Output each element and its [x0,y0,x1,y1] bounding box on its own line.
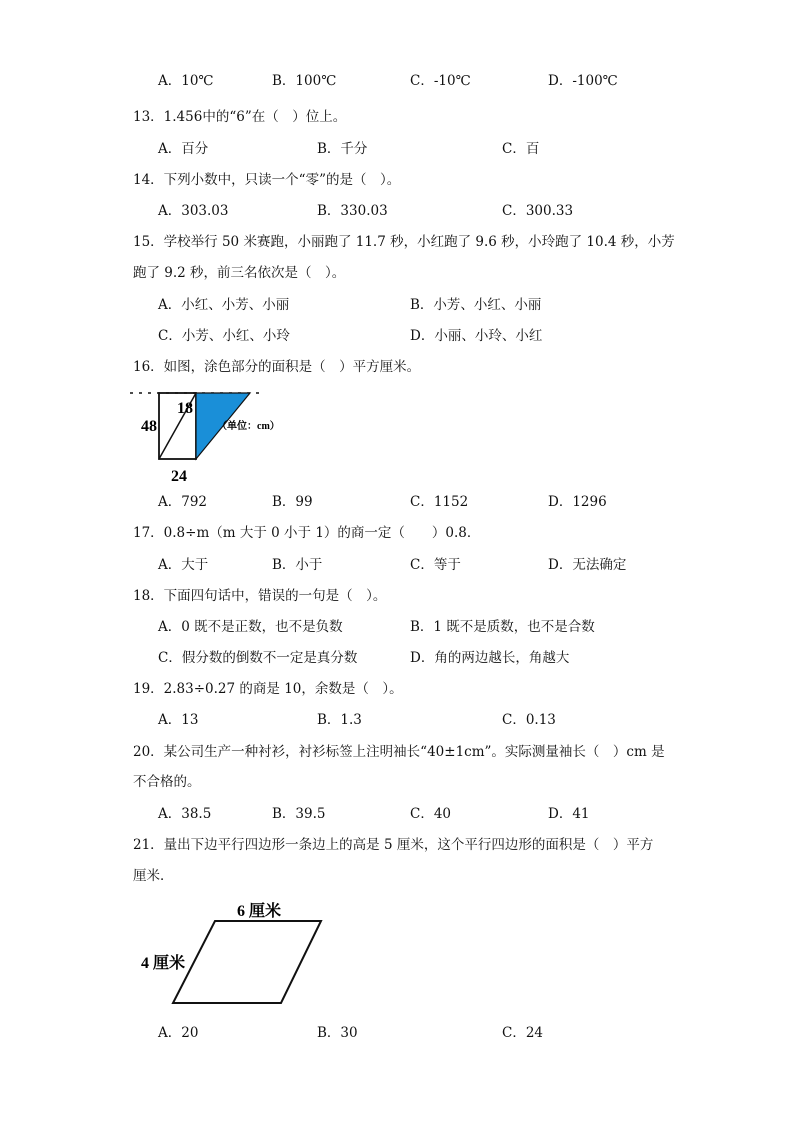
q14-option-a: A．303.03 [158,203,229,219]
q17-option-c: C．等于 [410,557,461,573]
q17-option-d: D．无法确定 [548,557,627,573]
q16-option-c: C．1152 [410,494,469,510]
q16-label-unit: （单位：cm） [217,421,280,432]
q19-option-c: C．0.13 [502,712,556,728]
q21-option-c: C．24 [502,1025,544,1041]
q20-option-b: B．39.5 [272,806,326,822]
q20-question-line2: 不合格的。 [133,774,201,790]
q20-option-a: A．38.5 [158,806,212,822]
q18-option-b: B．1 既不是质数，也不是合数 [410,619,595,635]
q15-option-b: B．小芳、小红、小丽 [410,297,542,313]
q21-label-top: 6 厘米 [237,903,282,920]
q20-option-d: D．41 [548,806,590,822]
q21-option-a: A．20 [158,1025,199,1041]
q21-label-left: 4 厘米 [141,955,186,972]
q15-question-line2: 跑了 9.2 秒，前三名依次是（ ）。 [133,265,346,281]
q16-question: 16．如图，涂色部分的面积是（ ）平方厘米。 [133,359,421,375]
q21-parallelogram [173,921,321,1003]
q18-question: 18．下面四句话中，错误的一句是（ ）。 [133,588,387,604]
q21-question-line2: 厘米． [133,868,174,884]
q19-option-a: A．13 [158,712,199,728]
q12-option-c: C．-10℃ [410,73,471,89]
q14-option-c: C．300.33 [502,203,574,219]
q20-option-c: C．40 [410,806,452,822]
q17-question: 17．0.8÷m（m 大于 0 小于 1）的商一定（ ）0.8． [133,525,481,541]
q16-figure [130,385,320,490]
q15-option-c: C．小芳、小红、小玲 [158,328,290,344]
q21-option-b: B．30 [317,1025,358,1041]
q16-label-bottom: 24 [171,468,187,485]
q15-option-a: A．小红、小芳、小丽 [158,297,290,313]
q16-label-top: 18 [177,400,193,417]
q19-option-b: B．1.3 [317,712,362,728]
q13-option-c: C．百 [502,141,540,157]
q17-option-b: B．小于 [272,557,323,573]
q14-option-b: B．330.03 [317,203,388,219]
q15-option-d: D．小丽、小玲、小红 [410,328,543,344]
q21-figure [135,895,335,1015]
q14-question: 14．下列小数中，只读一个“零”的是（ ）。 [133,172,401,188]
q13-option-b: B．千分 [317,141,368,157]
q18-option-a: A．0 既不是正数，也不是负数 [158,619,343,635]
q16-label-height: 48 [141,418,157,435]
q15-question-line1: 15．学校举行 50 米赛跑，小丽跑了 11.7 秒，小红跑了 9.6 秒，小玲跑了 10.4 秒，小芳 [133,234,675,250]
q18-option-d: D．角的两边越长，角越大 [410,650,570,666]
q13-question: 13．1.456中的“6”在（ ）位上。 [133,109,347,125]
q18-option-c: C．假分数的倒数不一定是真分数 [158,650,358,666]
q16-option-a: A．792 [158,494,208,510]
q17-option-a: A．大于 [158,557,209,573]
q13-option-a: A．百分 [158,141,209,157]
q12-option-b: B．100℃ [272,73,337,89]
q21-question-line1: 21．量出下边平行四边形一条边上的高是 5 厘米，这个平行四边形的面积是（ ）平方 [133,837,654,853]
q20-question-line1: 20．某公司生产一种衬衫，衬衫标签上注明袖长“40±1cm”。实际测量袖长（ ）cm 是 [133,744,665,760]
q12-option-d: D．-100℃ [548,73,618,89]
q19-question: 19．2.83÷0.27 的商是 10，余数是（ ）。 [133,681,403,697]
q16-option-b: B．99 [272,494,313,510]
q16-option-d: D．1296 [548,494,607,510]
q12-option-a: A．10℃ [158,73,214,89]
